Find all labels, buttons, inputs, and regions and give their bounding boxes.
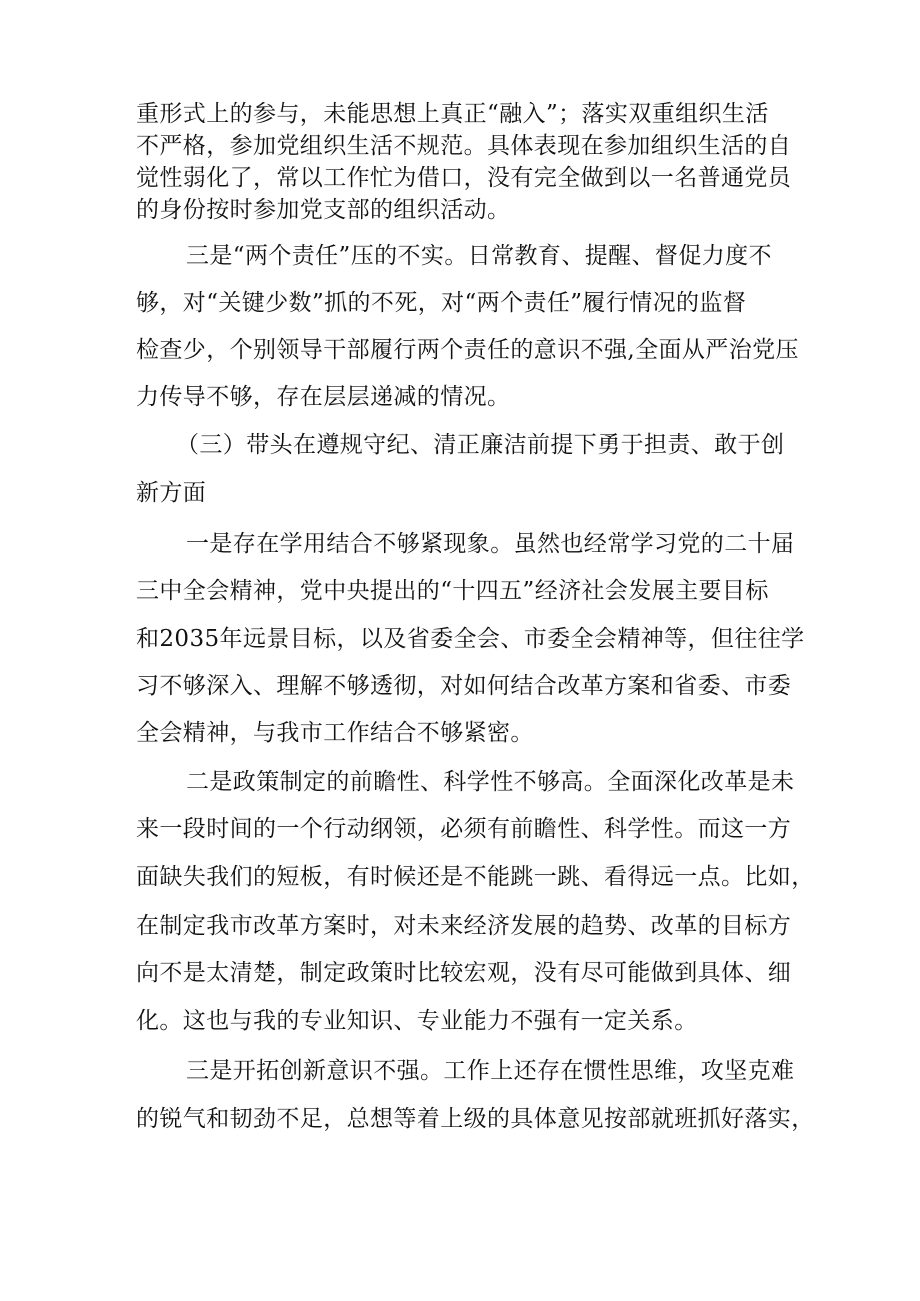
text-line: 全会精神，与我市工作结合不够紧密。 [136,720,534,746]
text-line: 习不够深入、理解不够透彻，对如何结合改革方案和省委、市委 [136,673,792,699]
section-heading-line: 新方面 [136,480,207,506]
paragraph-start-line: 二是政策制定的前瞻性、科学性不够高。全面深化改革是未 [186,769,795,795]
paragraph-start-line: 一是存在学用结合不够紧现象。虽然也经常学习党的二十届 [186,531,795,557]
text-line: 向不是太清楚，制定政策时比较宏观，没有尽可能做到具体、细 [136,960,792,986]
text-line: 在制定我市改革方案时，对未来经济发展的趋势、改革的目标方 [136,913,792,939]
text-line: 化。这也与我的专业知识、专业能力不强有一定关系。 [136,1008,698,1034]
text-line: 够，对“关键少数”抓的不死，对“两个责任”履行情况的监督 [136,290,747,316]
text-line: 重形式上的参与，未能思想上真正“融入”；落实双重组织生活 [136,101,769,127]
section-heading-line: （三）带头在遵规守纪、清正廉洁前提下勇于担责、敢于创 [176,432,785,458]
text-line: 的身份按时参加党支部的组织活动。 [136,197,511,223]
text-line: 力传导不够，存在层层递减的情况。 [136,384,511,410]
text-line: 三中全会精神，党中央提出的“十四五”经济社会发展主要目标 [136,578,769,604]
text-line: 觉性弱化了，常以工作忙为借口，没有完全做到以一名普通党员 [136,165,792,191]
text-line: 检查少，个别领导干部履行两个责任的意识不强,全面从严治党压 [136,337,799,363]
text-line: 和2035年远景目标，以及省委全会、市委全会精神等，但往往学 [136,626,805,652]
text-line: 来一段时间的一个行动纲领，必须有前瞻性、科学性。而这一方 [136,816,792,842]
text-line: 面缺失我们的短板，有时候还是不能跳一跳、看得远一点。比如， [136,864,815,890]
text-line: 不严格，参加党组织生活不规范。具体表现在参加组织生活的自 [136,133,792,159]
paragraph-start-line: 三是开拓创新意识不强。工作上还存在惯性思维，攻坚克难 [186,1058,795,1084]
paragraph-start-line: 三是“两个责任”压的不实。日常教育、提醒、督促力度不 [186,243,772,269]
text-line: 的锐气和韧劲不足，总想等着上级的具体意见按部就班抓好落实， [136,1106,815,1132]
